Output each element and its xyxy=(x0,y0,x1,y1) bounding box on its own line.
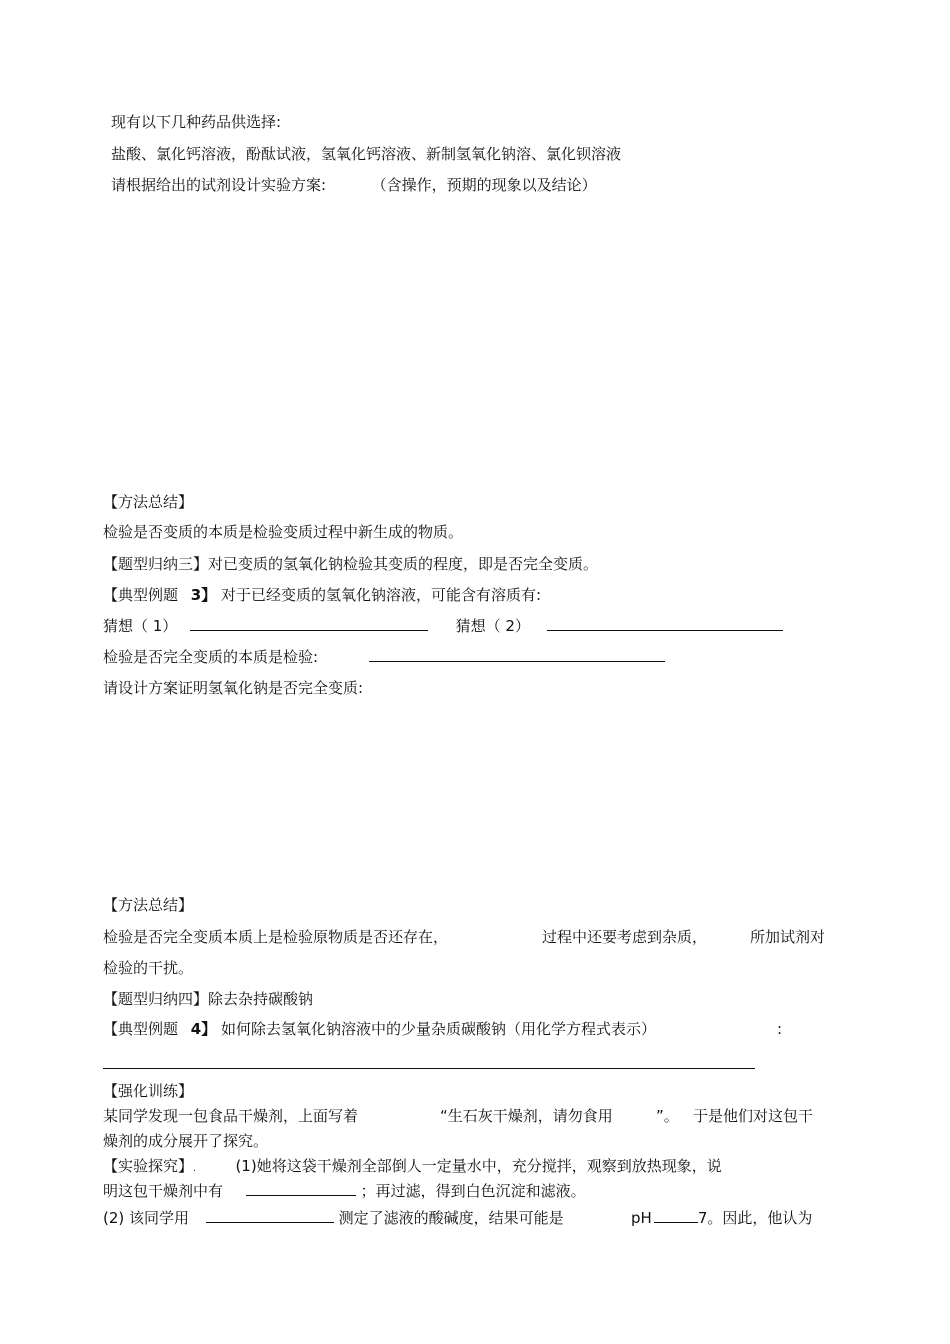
question-2-prefix: (2) 该同学用 xyxy=(103,1209,190,1227)
experiment-dot: . xyxy=(193,1164,196,1174)
guess-1-blank[interactable] xyxy=(190,616,428,631)
question-type-3-heading: 【题型归纳三】对已变质的氢氧化钠检验其变质的程度，即是否完全变质。 xyxy=(103,555,599,573)
summary-2-part-1: 检验是否完全变质本质上是检验原物质是否还存在， xyxy=(103,928,449,946)
method-summary-text-2 xyxy=(103,927,838,947)
example-3-label: 【典型例题 xyxy=(103,586,179,604)
example-4 xyxy=(103,1019,656,1039)
ph-label: pH xyxy=(631,1209,652,1227)
reagent-list: 盐酸、氯化钙溶液，酚酞试液，氢氧化钙溶液、新制氢氧化钠溶、氯化钡溶液 xyxy=(111,145,622,163)
example-4-colon: : xyxy=(777,1020,783,1038)
design-prompt: 请设计方案证明氢氧化钠是否完全变质: xyxy=(103,679,364,697)
training-line-1-d: 于是他们对这包干 xyxy=(693,1107,814,1125)
question-1-continued xyxy=(103,1181,586,1201)
experiment-heading: 【实验探究】 xyxy=(103,1157,194,1175)
essence-label: 检验是否完全变质的本质是检验: xyxy=(103,648,319,666)
essence-line xyxy=(103,647,665,667)
q2-instrument-blank[interactable] xyxy=(206,1208,334,1223)
experiment-q1-line xyxy=(103,1156,722,1179)
question-1-suffix: ；再过滤，得到白色沉淀和滤液。 xyxy=(360,1182,586,1200)
ph-blank[interactable] xyxy=(654,1208,698,1223)
equation-answer-line[interactable] xyxy=(103,1068,755,1069)
question-2-suffix: 7。因此，他认为 xyxy=(697,1209,813,1227)
summary-2-part-3: 所加试剂对 xyxy=(750,928,826,946)
training-line-1-c: ”。 xyxy=(656,1107,679,1125)
essence-blank[interactable] xyxy=(369,647,665,662)
method-summary-text-1: 检验是否变质的本质是检验变质过程中新生成的物质。 xyxy=(103,523,464,541)
question-2-middle: 测定了滤液的酸碱度，结果可能是 xyxy=(338,1209,564,1227)
q1-answer-blank[interactable] xyxy=(246,1181,356,1196)
example-3-number: 3】 xyxy=(190,586,217,604)
example-4-label: 【典型例题 xyxy=(103,1020,179,1038)
guess-2-blank[interactable] xyxy=(547,616,783,631)
question-1-prefix: 明这包干燥剂中有 xyxy=(103,1182,224,1200)
design-instruction xyxy=(111,175,597,195)
training-line-1 xyxy=(103,1106,838,1126)
example-4-number: 4】 xyxy=(190,1020,217,1038)
question-type-4-heading: 【题型归纳四】除去杂持碳酸钠 xyxy=(103,990,314,1008)
method-summary-text-2b: 检验的干扰。 xyxy=(103,959,194,977)
question-2-line xyxy=(103,1208,838,1228)
question-1-text: (1)她将这袋干燥剂全部倒人一定量水中，充分搅拌，观察到放热现象，说 xyxy=(235,1157,722,1175)
design-instruction-note: （含操作，预期的现象以及结论） xyxy=(371,176,597,194)
example-4-question: 如何除去氢氧化钠溶液中的少量杂质碳酸钠（用化学方程式表示） xyxy=(221,1020,657,1038)
question-2-ph xyxy=(631,1208,812,1228)
training-heading: 【强化训练】 xyxy=(103,1082,194,1100)
training-line-1-a: 某同学发现一包食品干燥剂，上面写着 xyxy=(103,1107,359,1125)
training-line-1-b: “生石灰干燥剂，请勿食用 xyxy=(440,1107,613,1125)
summary-2-part-2: 过程中还要考虑到杂质， xyxy=(542,928,708,946)
example-3 xyxy=(103,585,541,605)
guess-line xyxy=(103,616,783,636)
guess-2-label: 猜想（ 2） xyxy=(455,617,530,635)
intro-line-1: 现有以下几种药品供选择: xyxy=(111,113,282,131)
design-instruction-main: 请根据给出的试剂设计实验方案: xyxy=(111,176,327,194)
method-summary-heading-1: 【方法总结】 xyxy=(103,493,194,511)
example-3-question: 对于已经变质的氢氧化钠溶液，可能含有溶质有: xyxy=(221,586,542,604)
guess-1-label: 猜想（ 1） xyxy=(103,617,178,635)
method-summary-heading-2: 【方法总结】 xyxy=(103,896,194,914)
training-line-2: 燥剂的成分展开了探究。 xyxy=(103,1132,269,1150)
